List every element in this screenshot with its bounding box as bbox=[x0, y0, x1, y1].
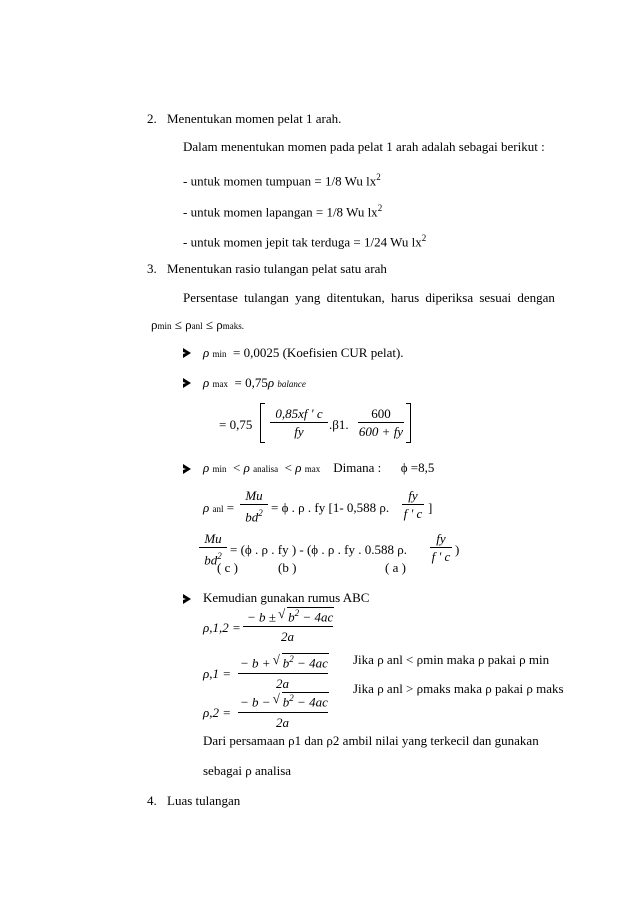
note-rho-maks: Jika ρ anl > ρmaks maka ρ pakai ρ maks bbox=[353, 681, 564, 696]
label-b: (b ) bbox=[278, 560, 297, 575]
sqrt-icon: √ bbox=[278, 606, 286, 621]
section-3-number: 3. bbox=[147, 261, 157, 276]
rho12-denominator: 2a bbox=[281, 629, 294, 644]
mu-bd2-fraction-2: Mu $bd^2$ bbox=[199, 530, 227, 568]
close-bracket: ] bbox=[428, 500, 433, 515]
close-paren: ) bbox=[455, 542, 460, 557]
sqrt-icon: √ bbox=[272, 691, 280, 706]
moment-item-jepit: - untuk momen jepit tak terduga = 1/24 Wu $lx^2$ bbox=[183, 233, 427, 250]
label-a: ( a ) bbox=[385, 560, 406, 575]
section-2-title: Menentukan momen pelat 1 arah. bbox=[167, 111, 342, 126]
fraction-bar bbox=[238, 673, 328, 674]
rho-anl-rhs: = ϕ . ρ . fy [1- 0,588 ρ. bbox=[271, 500, 390, 515]
fraction-bar bbox=[238, 712, 328, 713]
section-2-intro: Dalam menentukan momen pada pelat 1 arah adalah sebagai berikut : bbox=[183, 139, 545, 154]
arrow-bullet-icon bbox=[183, 594, 191, 604]
rho-range-line: ρ min < ρ analisa < ρ max Dimana : ϕ =8,5 bbox=[203, 460, 435, 475]
right-bracket bbox=[406, 403, 411, 443]
rho2-label: ρ,2 = bbox=[203, 705, 232, 720]
conclusion-line-1: Dari persamaan ρ1 dan ρ2 ambil nilai yang terkecil dan gunakan bbox=[203, 733, 539, 748]
left-bracket bbox=[260, 403, 265, 443]
rho2-numerator: − b − √ $b^2 - 4ac$ bbox=[240, 691, 328, 710]
rho1-label: ρ,1 = bbox=[203, 666, 232, 681]
rho12-numerator: − b ± √ $b^2 - 4ac$ bbox=[247, 606, 334, 625]
arrow-bullet-icon bbox=[183, 464, 191, 474]
mu-bd2-fraction: Mu $bd^2$ bbox=[240, 487, 268, 525]
moment-item-lapangan: - untuk momen lapangan = 1/8 Wu $lx^2$ bbox=[183, 203, 383, 220]
rho2-denominator: 2a bbox=[276, 715, 289, 730]
rho1-denominator: 2a bbox=[276, 676, 289, 691]
sqrt-icon: √ bbox=[272, 652, 280, 667]
balance-eq-lead: = 0,75 bbox=[219, 417, 253, 432]
section-3-paragraph: Persentase tulangan yang ditentukan, harus diperiksa sesuai dengan bbox=[183, 290, 555, 305]
mu-expansion-rhs: = (ϕ . ρ . fy ) - (ϕ . ρ . fy . 0.588 ρ. bbox=[230, 542, 407, 557]
rho-condition: ρmin ≤ ρanl ≤ ρmaks. bbox=[151, 317, 245, 332]
conclusion-line-2: sebagai ρ analisa bbox=[203, 763, 292, 778]
arrow-bullet-icon bbox=[183, 378, 191, 388]
arrow-bullet-icon bbox=[183, 348, 191, 358]
section-3-title: Menentukan rasio tulangan pelat satu arah bbox=[167, 261, 387, 276]
rho-min-line: ρ min = 0,0025 (Koefisien CUR pelat). bbox=[203, 345, 404, 360]
rho-max-line: ρ max = 0,75ρ balance bbox=[203, 375, 306, 390]
balance-fraction-2: 600 600 + fy bbox=[358, 406, 404, 439]
section-4-title: Luas tulangan bbox=[167, 793, 241, 808]
section-4-number: 4. bbox=[147, 793, 157, 808]
fy-fc-fraction-2: fy f ' c bbox=[431, 531, 451, 564]
section-2-number: 2. bbox=[147, 111, 157, 126]
rho12-label: ρ,1,2 = bbox=[203, 620, 241, 635]
fraction-bar bbox=[243, 626, 333, 627]
note-rho-min: Jika ρ anl < ρmin maka ρ pakai ρ min bbox=[353, 652, 550, 667]
moment-item-tumpuan: - untuk momen tumpuan = 1/8 Wu $lx^2$ bbox=[183, 172, 381, 189]
abc-intro: Kemudian gunakan rumus ABC bbox=[203, 590, 370, 605]
label-c: ( c ) bbox=[217, 560, 238, 575]
rho1-numerator: − b + √ $b^2 - 4ac$ bbox=[240, 652, 328, 671]
fy-fc-fraction: fy f ' c bbox=[403, 488, 423, 521]
balance-fraction-1: 0,85xf ' c fy bbox=[270, 405, 328, 440]
beta-factor: .β1. bbox=[329, 417, 349, 432]
rho-anl-label: ρ anl = bbox=[203, 500, 235, 515]
